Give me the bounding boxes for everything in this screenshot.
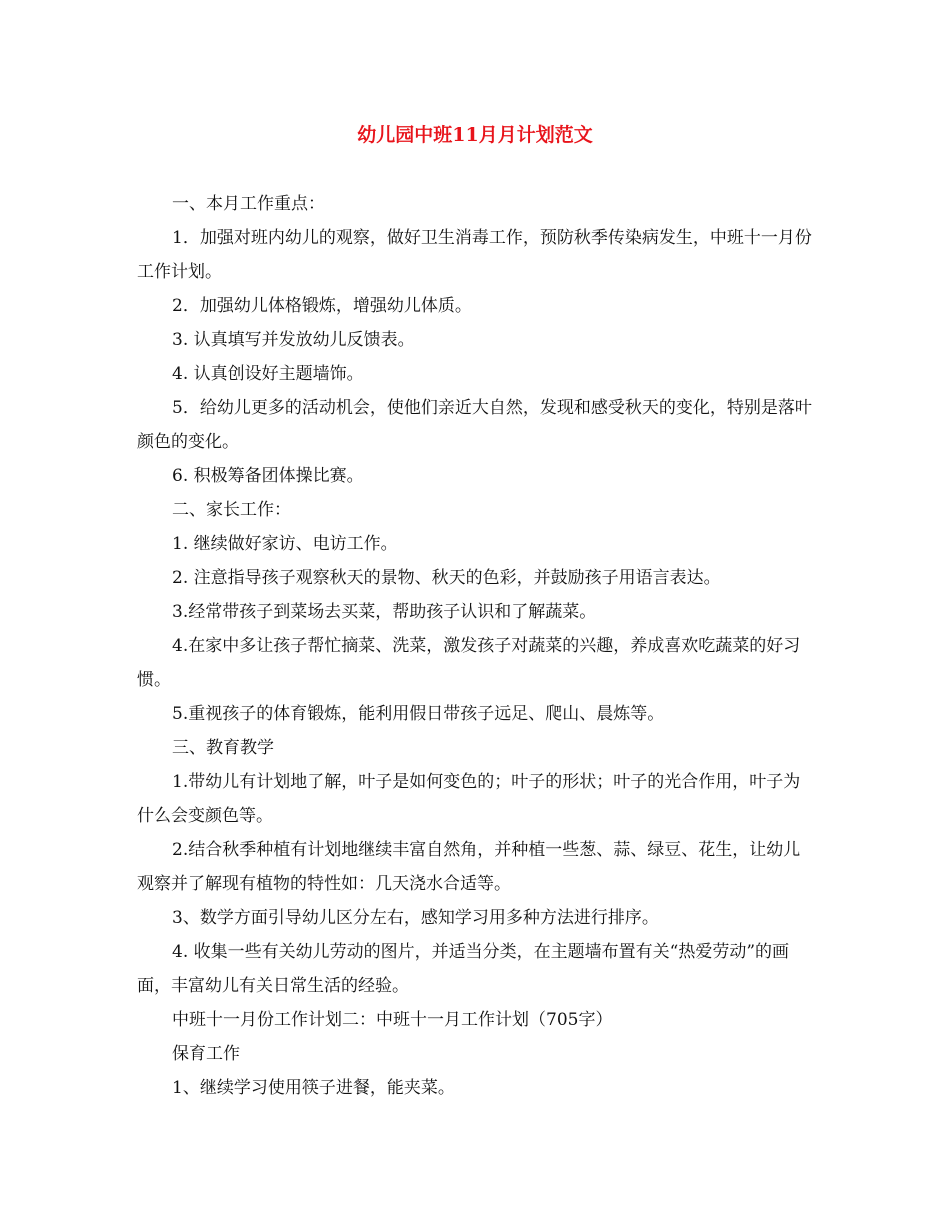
- section-heading: 二、家长工作：: [172, 500, 291, 520]
- paragraph: 4. 认真创设好主题墙饰。: [172, 364, 364, 384]
- paragraph: 1、继续学习使用筷子进餐，能夹菜。: [172, 1078, 455, 1098]
- paragraph: 1. 继续做好家访、电访工作。: [172, 534, 398, 554]
- paragraph: 5．给幼儿更多的活动机会，使他们亲近大自然，发现和感受秋天的变化，特别是落叶颜色的变化。: [137, 398, 812, 452]
- section-heading: 三、教育教学: [172, 738, 274, 758]
- document-title: 幼儿园中班11月月计划范文: [357, 124, 593, 146]
- paragraph: 3.经常带孩子到菜场去买菜，帮助孩子认识和了解蔬菜。: [172, 602, 597, 622]
- paragraph: 3、数学方面引导幼儿区分左右，感知学习用多种方法进行排序。: [172, 908, 659, 928]
- paragraph: 2．加强幼儿体格锻炼，增强幼儿体质。: [172, 296, 472, 316]
- section-heading: 一、本月工作重点：: [172, 194, 325, 214]
- paragraph: 4.在家中多让孩子帮忙摘菜、洗菜，激发孩子对蔬菜的兴趣，养成喜欢吃蔬菜的好习惯。: [137, 636, 801, 690]
- section-heading: 保育工作: [172, 1044, 240, 1064]
- paragraph: 2. 注意指导孩子观察秋天的景物、秋天的色彩，并鼓励孩子用语言表达。: [172, 568, 721, 588]
- paragraph: 1．加强对班内幼儿的观察，做好卫生消毒工作，预防秋季传染病发生，中班十一月份工作计划。: [137, 228, 812, 282]
- paragraph: 4. 收集一些有关幼儿劳动的图片，并适当分类，在主题墙布置有关“热爱劳动”的画面，丰富幼儿有关日常生活的经验。: [137, 942, 790, 996]
- paragraph: 3. 认真填写并发放幼儿反馈表。: [172, 330, 415, 350]
- document-body: [137, 187, 817, 1105]
- paragraph: 2.结合秋季种植有计划地继续丰富自然角，并种植一些葱、蒜、绿豆、花生，让幼儿观察并了解现有植物的特性如：几天浇水合适等。: [137, 840, 801, 894]
- paragraph: 5.重视孩子的体育锻炼，能利用假日带孩子远足、爬山、晨炼等。: [172, 704, 665, 724]
- paragraph: 6. 积极筹备团体操比赛。: [172, 466, 364, 486]
- paragraph: 1.带幼儿有计划地了解，叶子是如何变色的；叶子的形状；叶子的光合作用，叶子为什么会变颜色等。: [137, 772, 801, 826]
- paragraph: 中班十一月份工作计划二：中班十一月工作计划（705字）: [172, 1010, 613, 1030]
